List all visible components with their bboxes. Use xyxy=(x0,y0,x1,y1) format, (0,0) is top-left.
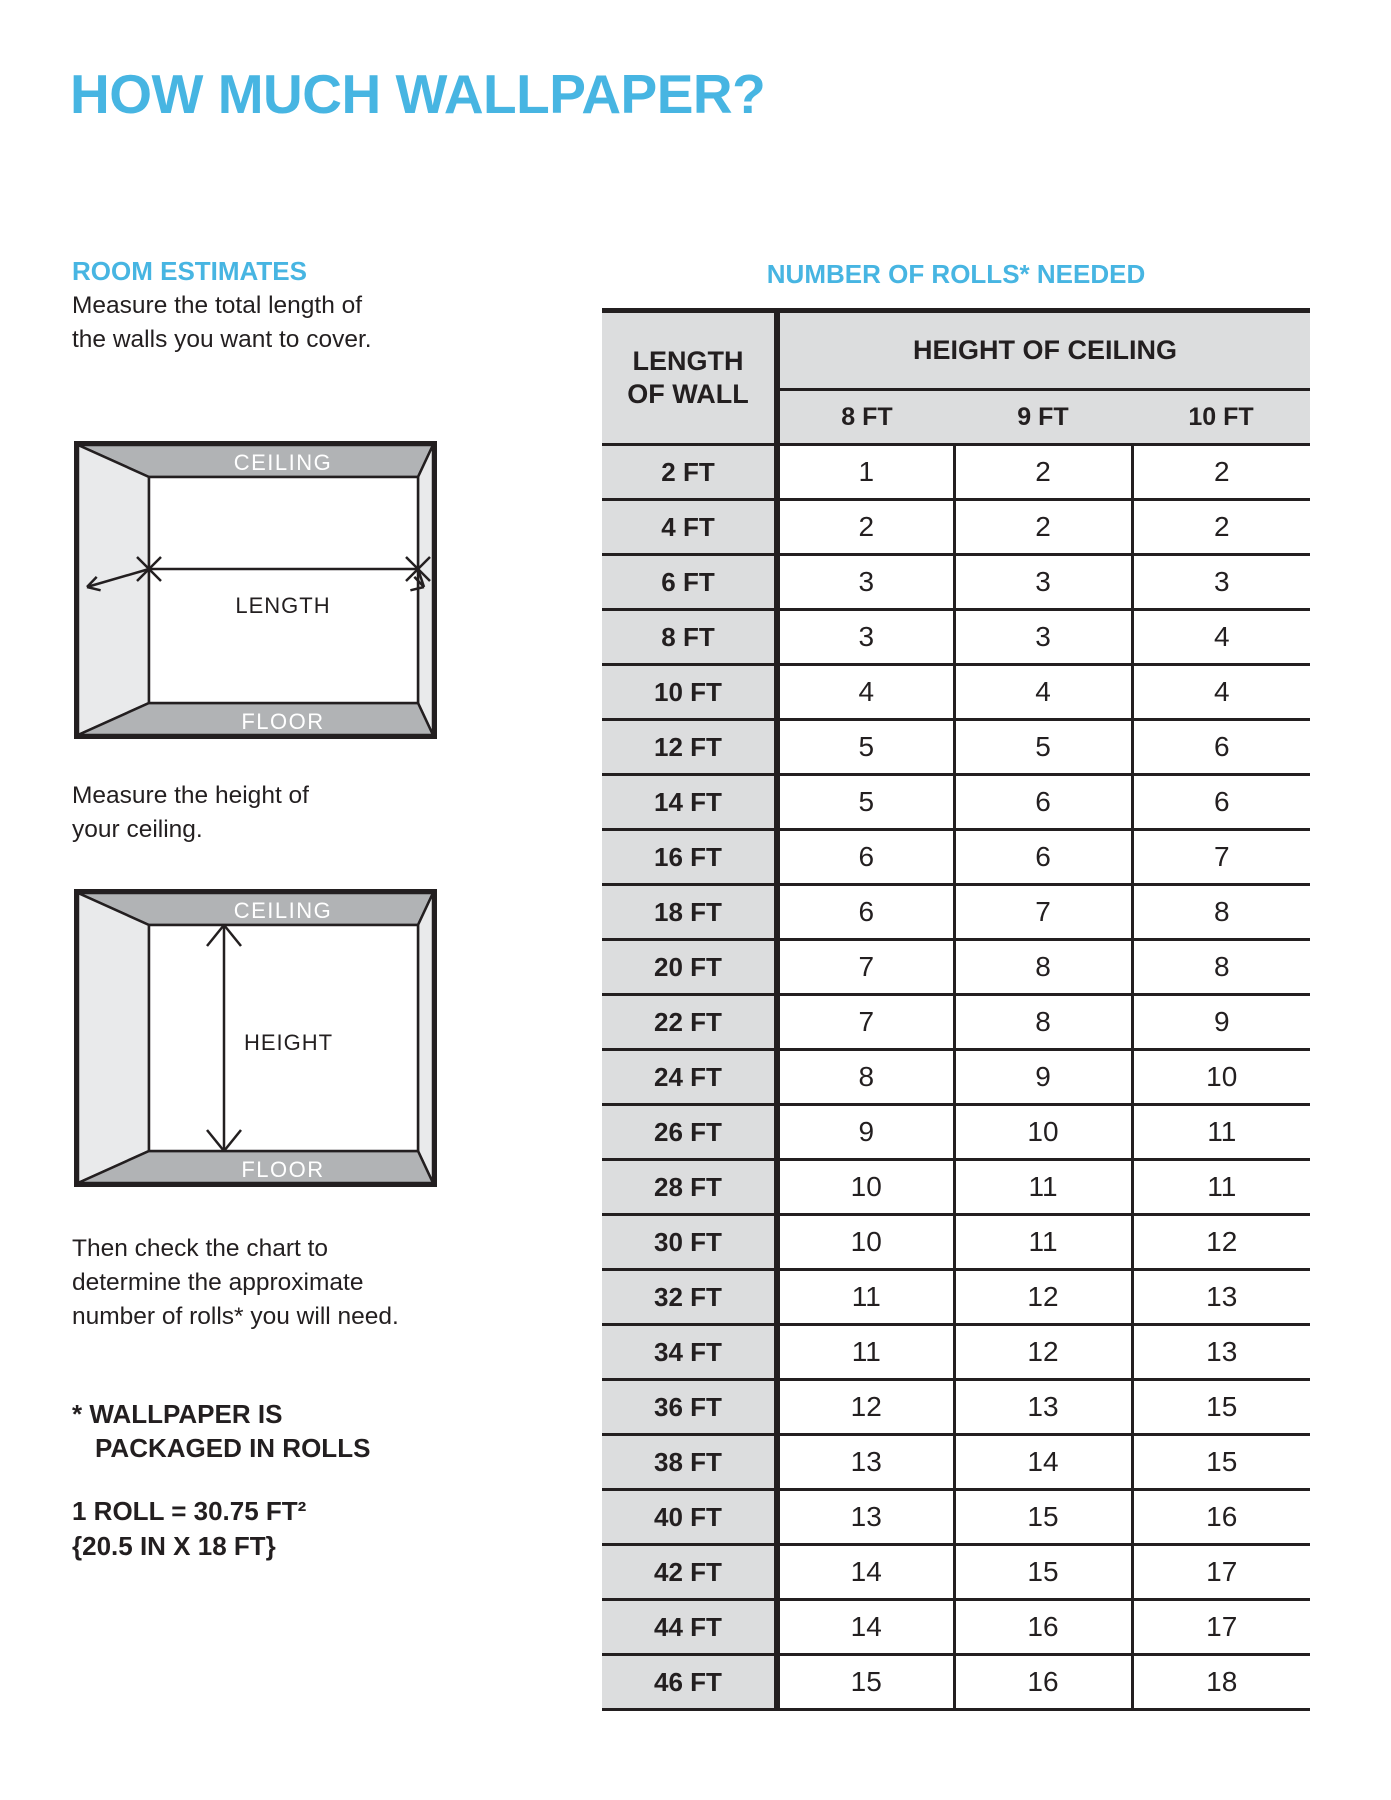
wall-length-cell: 8 FT xyxy=(602,610,777,665)
rolls-count-cell: 14 xyxy=(777,1545,954,1600)
footnote-line: * WALLPAPER IS xyxy=(72,1399,283,1429)
wall-length-cell: 32 FT xyxy=(602,1270,777,1325)
rolls-count-cell: 17 xyxy=(1132,1600,1310,1655)
rolls-count-cell: 12 xyxy=(954,1270,1132,1325)
height-label: HEIGHT xyxy=(244,1030,334,1055)
page-title: HOW MUCH WALLPAPER? xyxy=(70,63,766,125)
rolls-count-cell: 16 xyxy=(954,1655,1132,1710)
roll-size-info xyxy=(72,1494,306,1564)
room-estimates-heading: ROOM ESTIMATES xyxy=(72,256,307,286)
table-row xyxy=(602,1545,1310,1600)
text-line: number of rolls* you will need. xyxy=(72,1303,399,1330)
rolls-count-cell: 13 xyxy=(777,1435,954,1490)
wall-length-cell: 42 FT xyxy=(602,1545,777,1600)
floor-label: FLOOR xyxy=(241,709,325,734)
ceiling-8ft-header: 8 FT xyxy=(777,390,954,445)
wall-length-cell: 44 FT xyxy=(602,1600,777,1655)
table-row xyxy=(602,1655,1310,1710)
rolls-count-cell: 12 xyxy=(1132,1215,1310,1270)
table-row xyxy=(602,885,1310,940)
table-row xyxy=(602,1325,1310,1380)
table-row xyxy=(602,1160,1310,1215)
rolls-table-body xyxy=(602,445,1310,1710)
wall-length-cell: 4 FT xyxy=(602,500,777,555)
text-line: the walls you want to cover. xyxy=(72,326,372,353)
rolls-count-cell: 15 xyxy=(777,1655,954,1710)
wall-length-cell: 38 FT xyxy=(602,1435,777,1490)
rolls-count-cell: 9 xyxy=(777,1105,954,1160)
table-row xyxy=(602,500,1310,555)
rolls-count-cell: 2 xyxy=(777,500,954,555)
left-wall-surface xyxy=(78,893,149,1183)
rolls-count-cell: 13 xyxy=(1132,1325,1310,1380)
rolls-count-cell: 11 xyxy=(1132,1105,1310,1160)
table-row xyxy=(602,445,1310,500)
rolls-count-cell: 7 xyxy=(777,995,954,1050)
table-row xyxy=(602,1050,1310,1105)
rolls-count-cell: 8 xyxy=(1132,940,1310,995)
rolls-count-cell: 15 xyxy=(1132,1380,1310,1435)
rolls-count-cell: 10 xyxy=(1132,1050,1310,1105)
rolls-count-cell: 5 xyxy=(777,720,954,775)
rolls-count-cell: 5 xyxy=(777,775,954,830)
rolls-count-cell: 11 xyxy=(954,1160,1132,1215)
rolls-count-cell: 2 xyxy=(954,445,1132,500)
wall-length-cell: 12 FT xyxy=(602,720,777,775)
text-line: your ceiling. xyxy=(72,816,203,843)
rolls-count-cell: 15 xyxy=(954,1545,1132,1600)
rolls-count-cell: 8 xyxy=(954,995,1132,1050)
rolls-count-cell: 3 xyxy=(954,610,1132,665)
rolls-count-cell: 11 xyxy=(1132,1160,1310,1215)
rolls-count-cell: 18 xyxy=(1132,1655,1310,1710)
text-line: determine the approximate xyxy=(72,1269,364,1296)
rolls-count-cell: 4 xyxy=(777,665,954,720)
left-wall-surface xyxy=(78,445,149,735)
wall-length-cell: 10 FT xyxy=(602,665,777,720)
rolls-count-cell: 7 xyxy=(954,885,1132,940)
right-wall-surface xyxy=(418,893,433,1183)
table-row xyxy=(602,610,1310,665)
rolls-needed-heading: NUMBER OF ROLLS* NEEDED xyxy=(766,259,1146,289)
rolls-count-cell: 3 xyxy=(954,555,1132,610)
wall-length-cell: 40 FT xyxy=(602,1490,777,1545)
rolls-count-cell: 4 xyxy=(954,665,1132,720)
rolls-count-cell: 13 xyxy=(954,1380,1132,1435)
rolls-count-cell: 10 xyxy=(777,1215,954,1270)
ceiling-10ft-header: 10 FT xyxy=(1132,390,1310,445)
wall-length-cell: 16 FT xyxy=(602,830,777,885)
rolls-count-cell: 6 xyxy=(1132,720,1310,775)
height-of-ceiling-header: HEIGHT OF CEILING xyxy=(777,311,1310,390)
footnote-line: PACKAGED IN ROLLS xyxy=(95,1433,371,1463)
table-row xyxy=(602,1380,1310,1435)
wall-length-cell: 6 FT xyxy=(602,555,777,610)
table-row xyxy=(602,665,1310,720)
rolls-count-cell: 6 xyxy=(777,885,954,940)
rolls-count-cell: 2 xyxy=(954,500,1132,555)
roll-equation: 1 ROLL = 30.75 FT² xyxy=(72,1496,307,1526)
table-row xyxy=(602,1600,1310,1655)
table-row xyxy=(602,720,1310,775)
rolls-count-cell: 6 xyxy=(1132,775,1310,830)
table-row xyxy=(602,995,1310,1050)
ceiling-label: CEILING xyxy=(233,450,333,475)
text-line: Then check the chart to xyxy=(72,1235,329,1262)
table-row xyxy=(602,1105,1310,1160)
back-wall-surface xyxy=(149,477,418,703)
rolls-count-cell: 3 xyxy=(777,555,954,610)
rolls-count-cell: 6 xyxy=(777,830,954,885)
text-line: Measure the total length of xyxy=(72,292,363,319)
rolls-count-cell: 15 xyxy=(954,1490,1132,1545)
rolls-count-cell: 6 xyxy=(954,775,1132,830)
table-row xyxy=(602,830,1310,885)
rolls-table xyxy=(602,308,1310,1711)
rolls-count-cell: 8 xyxy=(1132,885,1310,940)
rolls-count-cell: 11 xyxy=(777,1270,954,1325)
wall-length-cell: 24 FT xyxy=(602,1050,777,1105)
wall-length-cell: 30 FT xyxy=(602,1215,777,1270)
measure-length-instruction xyxy=(72,289,372,357)
header-line: LENGTH xyxy=(632,346,744,376)
rolls-count-cell: 16 xyxy=(954,1600,1132,1655)
wall-length-cell: 34 FT xyxy=(602,1325,777,1380)
wall-length-cell: 22 FT xyxy=(602,995,777,1050)
rolls-count-cell: 5 xyxy=(954,720,1132,775)
rolls-count-cell: 3 xyxy=(1132,555,1310,610)
table-row xyxy=(602,1490,1310,1545)
rolls-count-cell: 15 xyxy=(1132,1435,1310,1490)
wall-length-cell: 26 FT xyxy=(602,1105,777,1160)
rolls-count-cell: 4 xyxy=(1132,665,1310,720)
rolls-count-cell: 13 xyxy=(1132,1270,1310,1325)
header-line: OF WALL xyxy=(627,379,749,409)
rolls-count-cell: 8 xyxy=(777,1050,954,1105)
text-line: Measure the height of xyxy=(72,782,309,809)
rolls-count-cell: 13 xyxy=(777,1490,954,1545)
table-row xyxy=(602,1435,1310,1490)
room-length-diagram xyxy=(74,441,437,739)
roll-dimensions: {20.5 IN X 18 FT} xyxy=(72,1531,276,1561)
wall-length-cell: 46 FT xyxy=(602,1655,777,1710)
ceiling-label: CEILING xyxy=(233,898,333,923)
rolls-count-cell: 7 xyxy=(777,940,954,995)
wall-length-cell: 36 FT xyxy=(602,1380,777,1435)
table-row xyxy=(602,1270,1310,1325)
rolls-count-cell: 14 xyxy=(777,1600,954,1655)
rolls-count-cell: 10 xyxy=(777,1160,954,1215)
rolls-count-cell: 3 xyxy=(777,610,954,665)
length-label: LENGTH xyxy=(235,593,331,618)
rolls-count-cell: 7 xyxy=(1132,830,1310,885)
rolls-count-cell: 9 xyxy=(1132,995,1310,1050)
table-row xyxy=(602,775,1310,830)
rolls-count-cell: 2 xyxy=(1132,445,1310,500)
ceiling-9ft-header: 9 FT xyxy=(954,390,1132,445)
wallpaper-rolls-footnote xyxy=(72,1397,370,1465)
right-wall-surface xyxy=(418,445,433,735)
measure-height-instruction xyxy=(72,779,309,847)
rolls-count-cell: 6 xyxy=(954,830,1132,885)
rolls-count-cell: 17 xyxy=(1132,1545,1310,1600)
room-height-diagram xyxy=(74,889,437,1187)
rolls-count-cell: 2 xyxy=(1132,500,1310,555)
table-row xyxy=(602,940,1310,995)
rolls-count-cell: 9 xyxy=(954,1050,1132,1105)
floor-label: FLOOR xyxy=(241,1157,325,1182)
table-row xyxy=(602,555,1310,610)
wall-length-cell: 20 FT xyxy=(602,940,777,995)
table-row xyxy=(602,1215,1310,1270)
length-of-wall-header xyxy=(602,311,777,445)
rolls-count-cell: 16 xyxy=(1132,1490,1310,1545)
rolls-count-cell: 1 xyxy=(777,445,954,500)
rolls-count-cell: 12 xyxy=(777,1380,954,1435)
check-chart-instruction xyxy=(72,1232,399,1334)
wall-length-cell: 2 FT xyxy=(602,445,777,500)
wall-length-cell: 18 FT xyxy=(602,885,777,940)
rolls-count-cell: 11 xyxy=(954,1215,1132,1270)
rolls-count-cell: 8 xyxy=(954,940,1132,995)
rolls-count-cell: 14 xyxy=(954,1435,1132,1490)
rolls-count-cell: 4 xyxy=(1132,610,1310,665)
wall-length-cell: 14 FT xyxy=(602,775,777,830)
wall-length-cell: 28 FT xyxy=(602,1160,777,1215)
rolls-count-cell: 12 xyxy=(954,1325,1132,1380)
rolls-count-cell: 10 xyxy=(954,1105,1132,1160)
rolls-count-cell: 11 xyxy=(777,1325,954,1380)
